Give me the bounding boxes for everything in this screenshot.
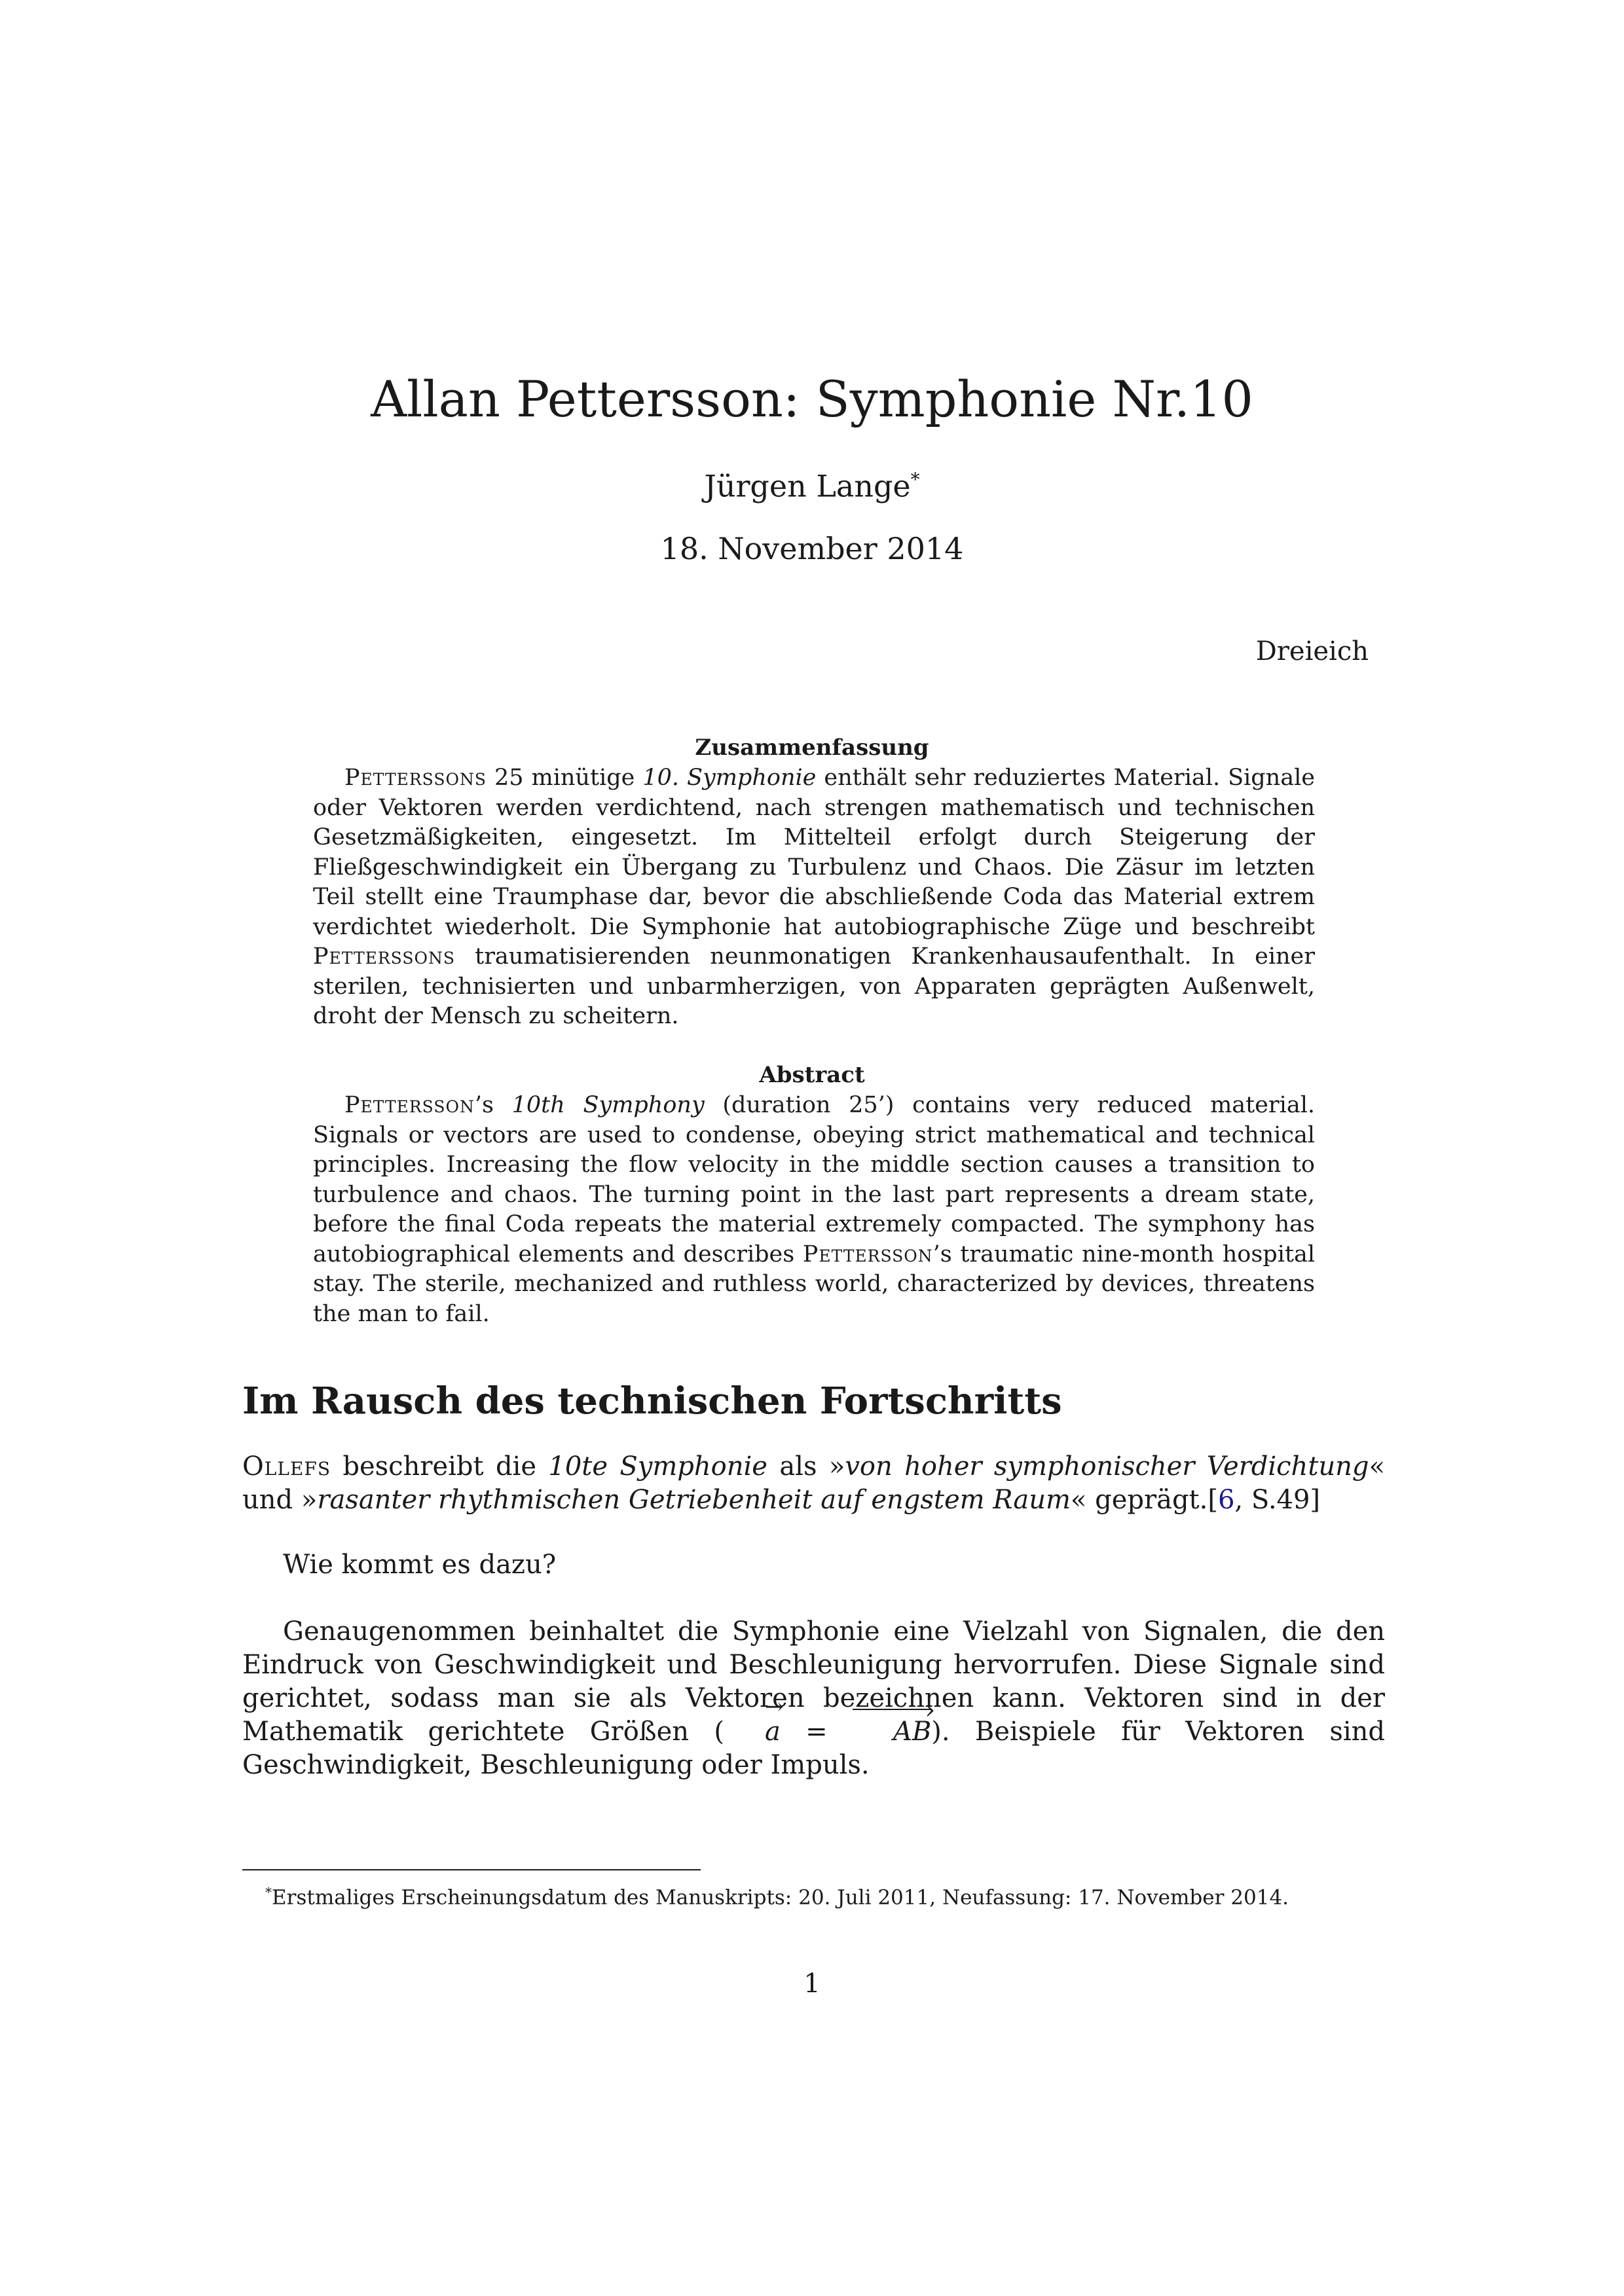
abstract-paragraph bbox=[313, 1091, 1315, 1329]
text-run: enthält sehr reduziertes Material. Signale oder Vektoren werden verdichtend, nach strengen mathematisch und technischen Gesetzmäßigkeiten, eingesetzt. Im Mittelteil erfolgt durch Steigerung der Fließgeschwindigkeit ein Übergang zu Turbulenz und Chaos. Die Zäsur im letzten Teil stellt eine Traumphase dar, bevor die abschließende Coda das Material extrem verdichtet wiederholt. Die Symphonie hat autobiographische Züge und beschreibt bbox=[313, 765, 1315, 940]
equals-sign: = bbox=[780, 1717, 853, 1747]
text-run: 25 minütige bbox=[487, 765, 643, 791]
text-run: traumatisierenden neunmonatigen Krankenhausaufenthalt. In einer sterilen, technisierten und unbarmherzigen, von Apparaten geprägten Außenwelt, droht der Mensch zu scheitern. bbox=[313, 943, 1315, 1029]
quotation: von hoher symphonischer Verdichtung bbox=[845, 1451, 1369, 1482]
paper-title: Allan Pettersson: Symphonie Nr.10 bbox=[371, 370, 1253, 428]
work-title: 10te Symphonie bbox=[548, 1451, 767, 1482]
place: Dreieich bbox=[1255, 636, 1369, 666]
citation-link[interactable]: 6 bbox=[1217, 1485, 1235, 1515]
composer-name: Petterssons bbox=[344, 765, 487, 791]
footnote-rule bbox=[242, 1869, 701, 1870]
text-run: ’s bbox=[474, 1092, 512, 1118]
vector-ab: AB › bbox=[853, 1715, 931, 1749]
abstract-heading: Abstract bbox=[759, 1062, 865, 1088]
quotation: rasanter rhythmischen Getriebenheit auf engstem Raum bbox=[317, 1485, 1071, 1515]
footnote-text: Erstmaliges Erscheinungsdatum des Manuskripts: 20. Juli 2011, Neufassung: 17. November 2014. bbox=[272, 1886, 1289, 1910]
work-title: 10th Symphony bbox=[511, 1092, 705, 1118]
author-footnote-mark: * bbox=[910, 469, 920, 490]
text-run: « und » bbox=[242, 1451, 1386, 1515]
vector-a: → a bbox=[724, 1715, 781, 1749]
page-number: 1 bbox=[803, 1969, 821, 1999]
text-run: ). Beispiele für Vektoren sind Geschwindigkeit, Beschleunigung oder Impuls. bbox=[242, 1717, 1385, 1780]
text-run: ’s traumatic nine-month hospital stay. The sterile, mechanized and ruthless world, characterized by devices, threatens the man to fail. bbox=[313, 1241, 1316, 1327]
footnote-mark: * bbox=[265, 1884, 272, 1900]
zusammenfassung-paragraph bbox=[313, 763, 1315, 1032]
zusammenfassung-heading: Zusammenfassung bbox=[695, 735, 929, 761]
section-heading: Im Rausch des technischen Fortschritts bbox=[242, 1379, 1062, 1423]
work-title: 10. Symphonie bbox=[642, 765, 817, 791]
text-run: Genaugenommen beinhaltet die Symphonie eine Vielzahl von Signalen, die den Eindruck von Geschwindigkeit und Beschleunigung hervorrufen. Diese Signale sind gerichtet, sodass man sie als Vektoren bezeichnen kann. Vektoren sind in der Mathematik gerichtete Größen ( bbox=[242, 1616, 1385, 1747]
text-run: Wie kommt es dazu? bbox=[283, 1550, 557, 1580]
section-paragraph-3 bbox=[242, 1615, 1385, 1782]
author-name: Jürgen Lange bbox=[704, 468, 911, 504]
text-run: , S.49] bbox=[1234, 1485, 1321, 1515]
composer-name: Pettersson bbox=[802, 1241, 933, 1267]
text-run: als » bbox=[767, 1451, 845, 1482]
abstract-body bbox=[313, 1091, 1315, 1329]
author-line bbox=[0, 462, 1624, 504]
composer-name: Petterssons bbox=[313, 943, 455, 970]
composer-name: Pettersson bbox=[344, 1092, 475, 1118]
section-paragraph-2 bbox=[242, 1548, 1385, 1582]
text-run: (duration 25’) contains very reduced material. Signals or vectors are used to condense, obeying strict mathematical and technical principles. Increasing the flow velocity in the middle section causes a transition to turbulence and chaos. The turning point in the last part represents a dream state, before the final Coda repeats the material extremely compacted. The symphony has autobiographical elements and describes bbox=[313, 1092, 1316, 1267]
zusammenfassung-body bbox=[313, 763, 1315, 1032]
text-run: « geprägt.[ bbox=[1070, 1485, 1218, 1515]
section-paragraph-1 bbox=[242, 1450, 1385, 1517]
paper-date: 18. November 2014 bbox=[660, 531, 964, 566]
author-name-ollefs: Ollefs bbox=[242, 1451, 331, 1482]
footnote bbox=[265, 1879, 1289, 1910]
text-run: beschreibt die bbox=[331, 1451, 549, 1482]
